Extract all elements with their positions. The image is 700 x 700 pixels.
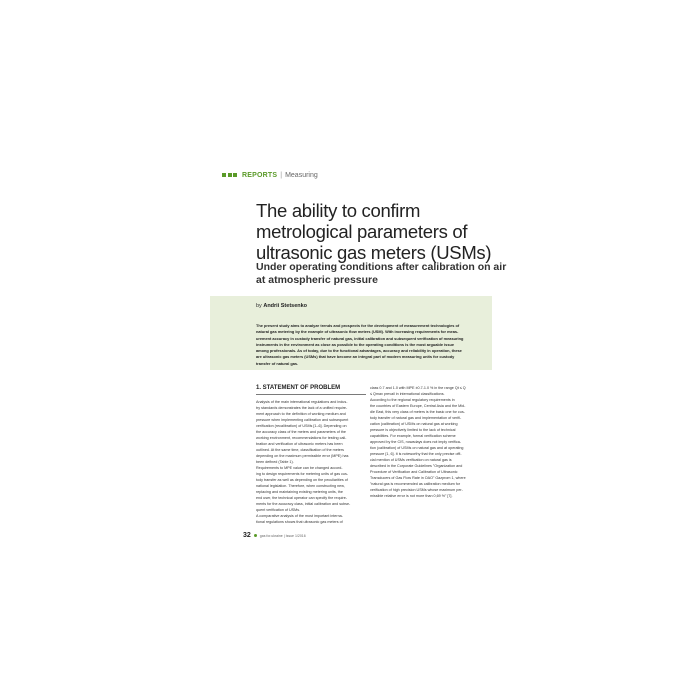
abstract-line: among professionals. As of today, due to the functional advantages, accuracy and reliability in operation, these [256,348,462,354]
article-subtitle [256,261,507,287]
body-line: the countries of Eastern Europe, Central Asia and the Mid- [370,404,466,408]
body-line: Requirements to MPE value can be changed accord- [256,466,343,470]
body-line: quent verification of USMs. [256,508,301,512]
abstract-line: are ultrasonic gas meters (USMs) that have become an integral part of modern measuring units for custody [256,354,455,360]
accent-square-icon [228,173,232,177]
abstract-line: instruments in the environment as close as possible to the operating conditions is the most arguable issue [256,341,455,347]
page-footer [243,532,306,539]
abstract-line: The present study aims to analyze trends and prospects for the development of measurement technologies of [256,323,460,328]
footer-dot-icon [254,534,257,537]
article-title [256,200,496,263]
section-heading: 1. STATEMENT OF PROBLEM [256,385,366,395]
body-line: pressure is objectively limited to the lack of technical [370,428,456,432]
body-line: "natural gas is recommended as calibration medium for [370,482,461,486]
section-separator: | [280,171,283,179]
author-name: Andrii Stetsenko [263,303,308,309]
subtitle-line: at atmospheric pressure [256,274,378,286]
body-line: approved by the CIS, nowadays does not imply verifica- [370,440,462,444]
body-line: pressure [1, 6]. It is noteworthy that the only precise offi- [370,452,462,456]
body-line: cial mention of USMs verification on natural gas is [370,458,452,462]
body-line: cation (calibration) of USMs on natural gas at working [370,422,458,426]
body-line: Analysis of the main international regulations and indus- [256,400,348,404]
body-column-right [370,385,486,499]
body-line: national legislation. Therefore, when constructing new, [256,484,345,488]
body-line: capabilities. For example, formal verification scheme [370,434,456,438]
body-line: Transducers of Gas Flow Rate in OAO" Gazprom 1, where [370,476,466,480]
subsection-label: Measuring [285,171,318,179]
body-line: tional regulations shows that ultrasonic gas meters of [256,520,343,524]
section-tag [222,170,318,180]
body-line: end user, the technical operator can specify the require- [256,496,348,500]
body-line: ment approach to the definition of working medium and [256,412,346,416]
body-line: tody transfer of natural gas and implementation of verifi- [370,416,462,420]
body-line: try standards demonstrates the lack of a unified require- [256,406,348,410]
abstract-line: natural gas metering by the example of ultrasonic flow meters (USM). With increasing requirements for meas- [256,329,459,335]
body-line: pressure when implementing calibration and subsequent [256,418,349,422]
body-line: outlined. At the same time, classification of the meters [256,448,344,452]
title-line: ultrasonic gas meters (USMs) [256,242,492,263]
body-line: ments for the accuracy class, initial calibration and subse- [256,502,351,506]
body-line: dle East, this very class of meters is the basic one for cus- [370,410,465,414]
title-line: metrological parameters of [256,221,468,242]
subtitle-line: Under operating conditions after calibration on air [256,261,507,273]
accent-square-icon [222,173,226,177]
body-line: ing to design requirements for metering units of gas cus- [256,472,349,476]
body-line: missible relative error is not more than 0,69 %" [7]. [370,494,453,498]
body-line: ≤ Qmax prevail in international classifications. [370,392,445,396]
title-line: The ability to confirm [256,200,421,221]
body-line: described in the Corporate Guidelines "Organization and [370,464,463,468]
abstract-text [256,323,486,367]
byline-prefix: by [256,303,262,309]
body-line: replacing and maintaining existing metering units, the [256,490,343,494]
publication-info: gas for.ukraine | Issue 1/2016 [259,533,306,538]
body-line: tion (calibration) of USMs on natural gas and at operating [370,446,464,450]
abstract-line: urement accuracy in custody transfer of natural gas, initial calibration and subsequent verification of measuring [256,335,464,341]
body-line: tody transfer as well as depending on the peculiarities of [256,478,348,482]
body-line: A comparative analysis of the most important interna- [256,514,343,518]
body-column-left [256,399,368,525]
body-line: According to the regional regulatory requirements in [370,398,455,402]
accent-square-icon [233,173,237,177]
body-line: depending on the maximum permissible error (MPE) has [256,454,349,458]
body-line: Procedure of Verification and Calibration of Ultrasonic [370,470,458,474]
body-line: bration and verification of ultrasonic meters has been [256,442,343,446]
body-line: the accuracy class of the meters and parameters of the [256,430,346,434]
page-number: 32 [243,532,251,539]
section-label: REPORTS [242,171,278,179]
byline [256,303,307,309]
abstract-line: transfer of natural gas. [256,360,299,366]
body-line: working environment, recommendations for testing cali- [256,436,347,440]
body-line: been defined (Table 1). [256,460,294,464]
body-line: class 0.7 and 1.0 with MPE ±0.7-1.0 % in the range Qt ≤ Q [370,386,466,390]
body-line: verification (recalibration) of USMs [1–6]. Depending on [256,424,347,428]
body-line: verification of high precision USMs whose maximum per- [370,488,463,492]
